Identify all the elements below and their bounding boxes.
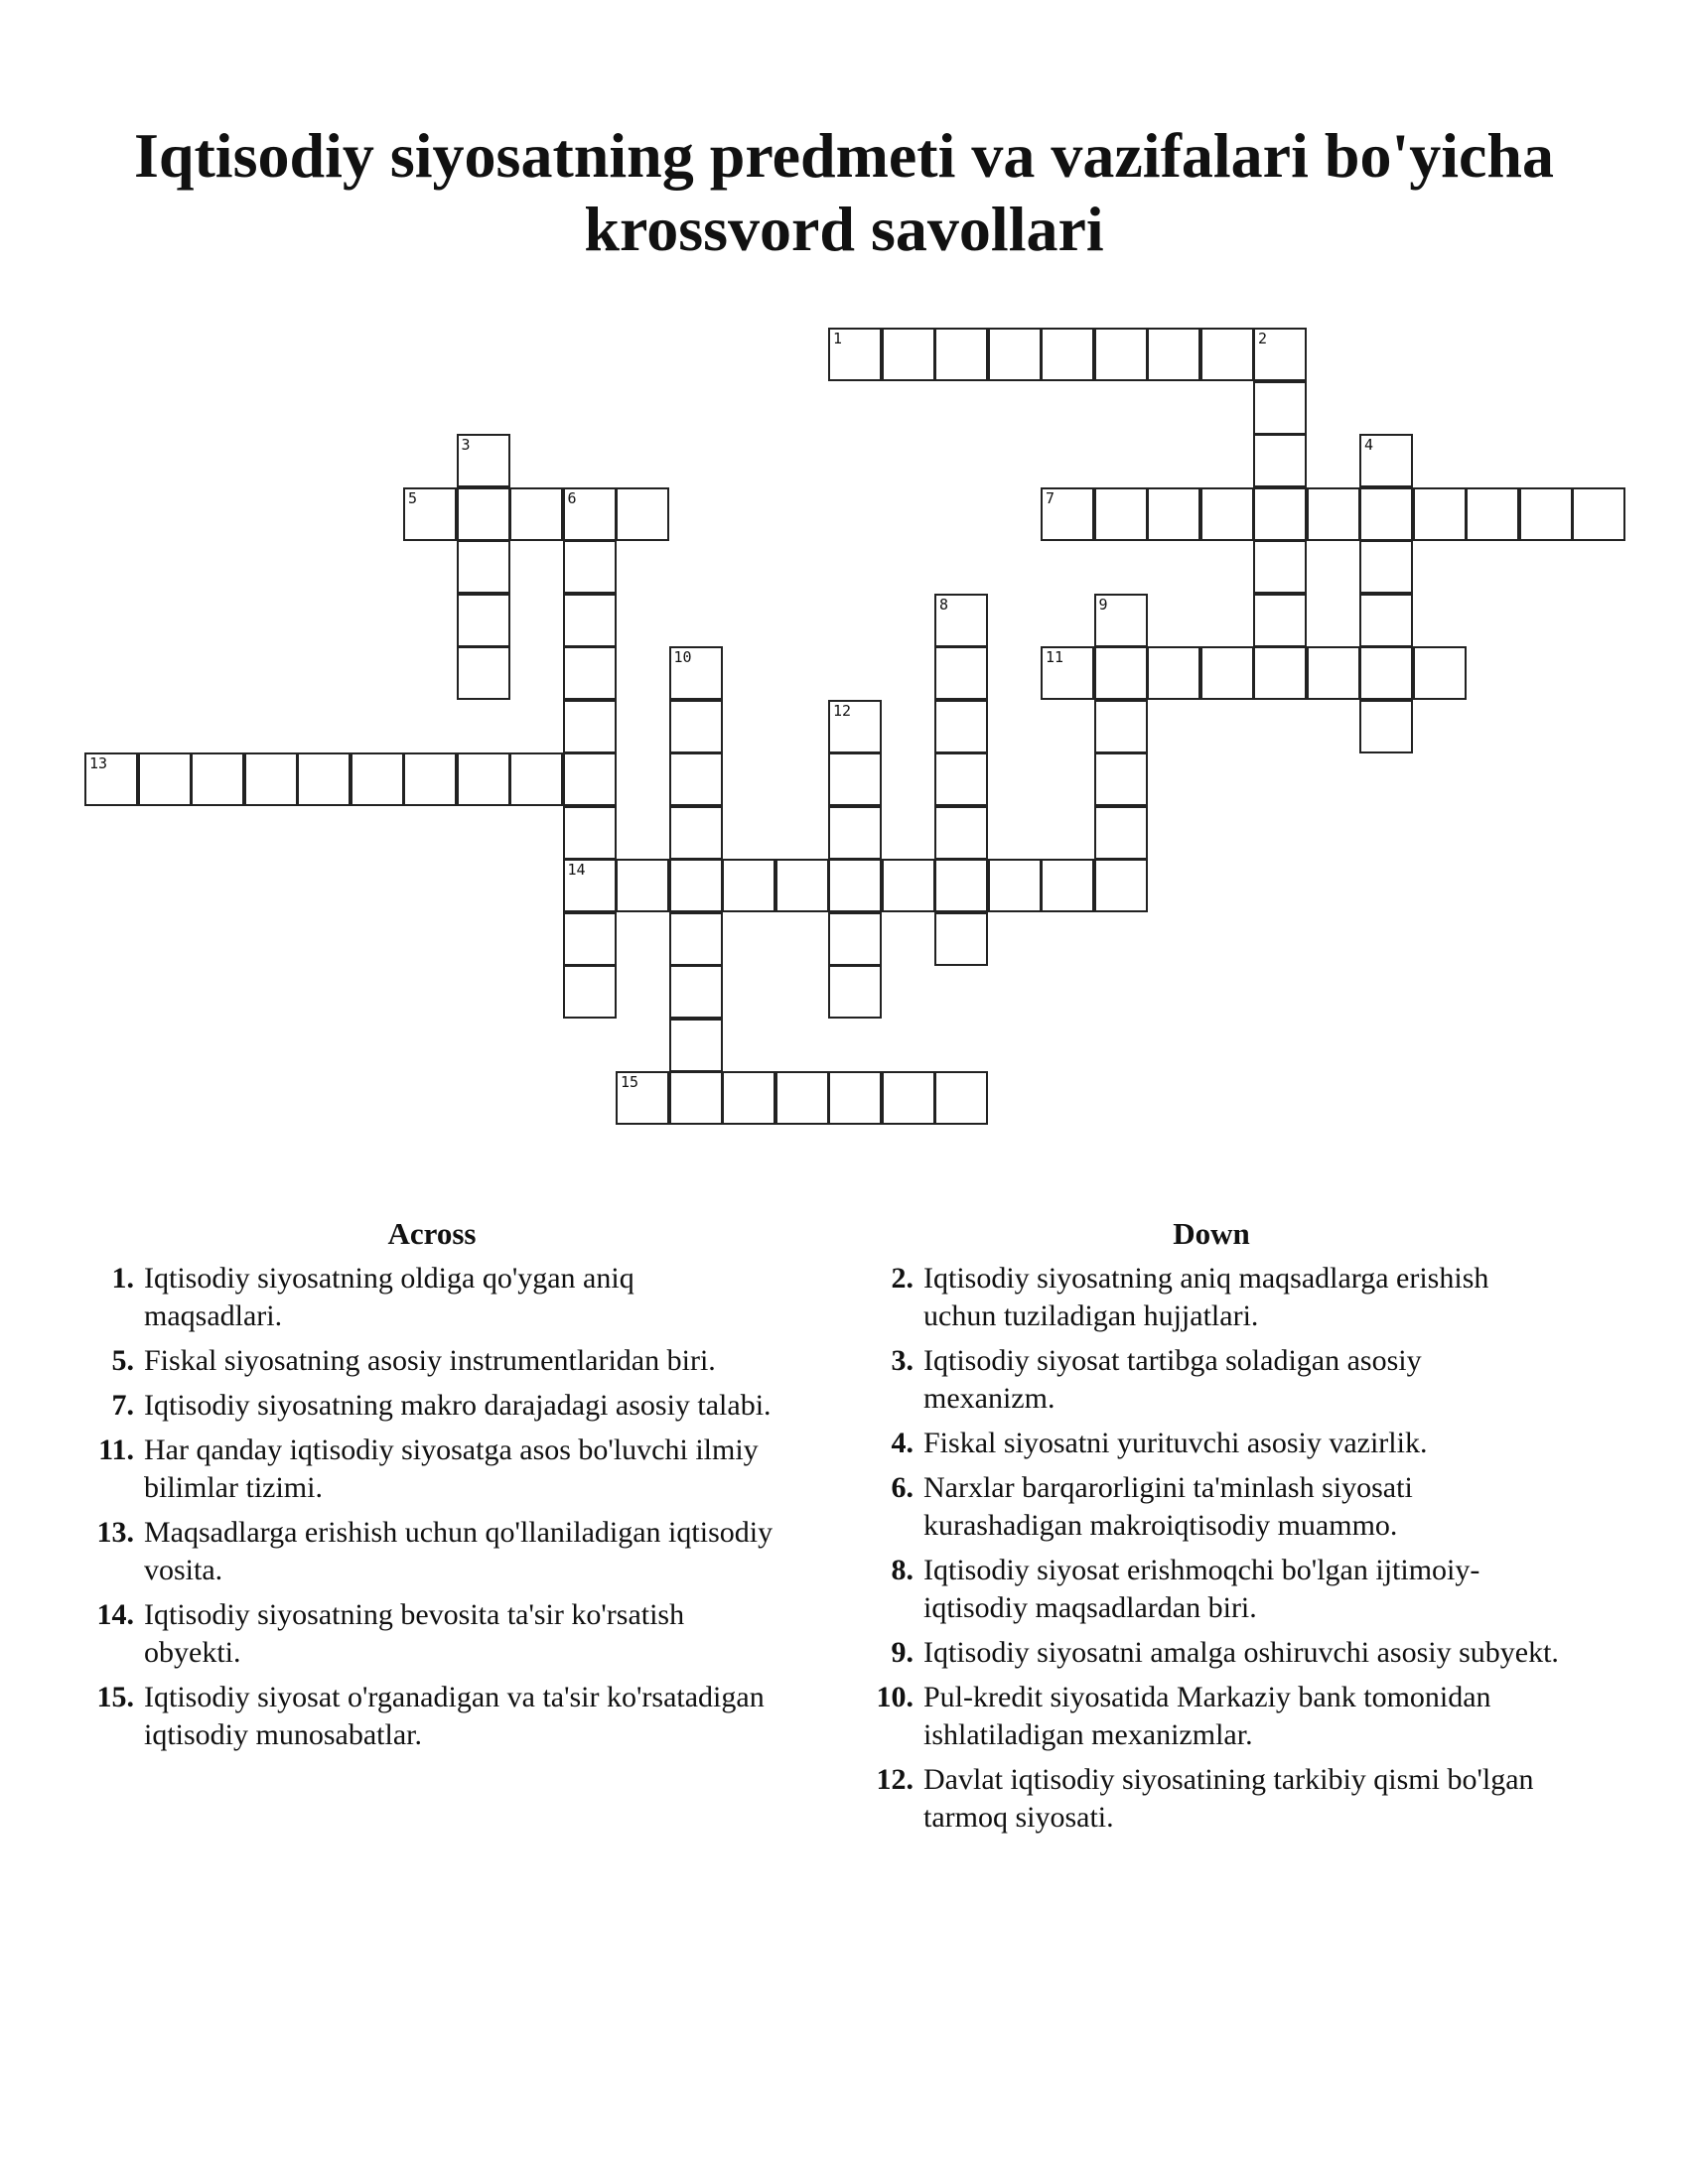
crossword-cell[interactable] — [934, 752, 988, 806]
clue-text: Davlat iqtisodiy siyosatining tarkibiy qismi bo'lgan tarmoq siyosati. — [923, 1763, 1534, 1834]
crossword-cell[interactable] — [775, 859, 829, 912]
clue-text: Iqtisodiy siyosat tartibga soladigan asosiy mexanizm. — [923, 1344, 1422, 1415]
crossword-cell[interactable] — [509, 752, 563, 806]
clue-item — [864, 1552, 1559, 1627]
across-clue-list — [84, 1260, 779, 1754]
crossword-cell[interactable] — [84, 752, 138, 806]
crossword-cell[interactable] — [1094, 700, 1148, 753]
clue-text: Pul-kredit siyosatida Markaziy bank tomonidan ishlatiladigan mexanizmlar. — [923, 1681, 1491, 1751]
crossword-cell[interactable] — [403, 487, 457, 541]
crossword-cell[interactable] — [457, 752, 510, 806]
crossword-cell[interactable] — [563, 912, 617, 966]
clue-number: 4. — [891, 1427, 914, 1459]
clue-item — [864, 1679, 1559, 1754]
down-heading: Down — [1173, 1216, 1250, 1251]
clue-text: Har qanday iqtisodiy siyosatga asos bo'luvchi ilmiy bilimlar tizimi. — [144, 1433, 759, 1504]
crossword-cell[interactable] — [988, 859, 1042, 912]
crossword-cell[interactable] — [563, 859, 617, 912]
cell-number: 14 — [567, 861, 586, 879]
crossword-cell[interactable] — [828, 806, 882, 860]
clue-number: 2. — [891, 1262, 914, 1295]
clue-item — [84, 1342, 779, 1380]
clue-text: Iqtisodiy siyosatning aniq maqsadlarga erishish uchun tuziladigan hujjatlari. — [923, 1262, 1489, 1332]
crossword-cell[interactable] — [563, 752, 617, 806]
clue-number: 12. — [876, 1763, 914, 1796]
crossword-cell[interactable] — [1253, 381, 1307, 435]
cell-number: 3 — [461, 436, 471, 454]
clue-item — [84, 1387, 779, 1425]
clue-item — [864, 1260, 1559, 1335]
crossword-cell[interactable] — [1094, 806, 1148, 860]
crossword-cell[interactable] — [1094, 328, 1148, 381]
crossword-cell[interactable] — [1094, 487, 1148, 541]
crossword-cell[interactable] — [669, 1019, 723, 1072]
crossword-cell[interactable] — [882, 328, 935, 381]
clue-number: 15. — [96, 1681, 134, 1713]
crossword-cell[interactable] — [563, 700, 617, 753]
crossword-cell[interactable] — [934, 700, 988, 753]
crossword-cell[interactable] — [669, 646, 723, 700]
cell-number: 1 — [833, 330, 843, 347]
crossword-cell[interactable] — [669, 806, 723, 860]
clue-item — [864, 1425, 1559, 1462]
crossword-cell[interactable] — [828, 859, 882, 912]
across-heading: Across — [387, 1216, 477, 1251]
crossword-cell[interactable] — [1200, 328, 1254, 381]
clue-number: 6. — [891, 1471, 914, 1504]
cell-number: 13 — [89, 754, 108, 772]
clue-text: Iqtisodiy siyosat erishmoqchi bo'lgan ijtimoiy-iqtisodiy maqsadlardan biri. — [923, 1554, 1480, 1624]
clue-item — [864, 1342, 1559, 1418]
crossword-cell[interactable] — [457, 487, 510, 541]
crossword-cell[interactable] — [722, 1071, 775, 1125]
crossword-cell[interactable] — [934, 594, 988, 647]
crossword-cell[interactable] — [403, 752, 457, 806]
crossword-cell[interactable] — [1041, 328, 1094, 381]
cell-number: 2 — [1258, 330, 1268, 347]
crossword-cell[interactable] — [563, 806, 617, 860]
crossword-cell[interactable] — [1359, 434, 1413, 487]
crossword-cell[interactable] — [669, 1071, 723, 1125]
crossword-cell[interactable] — [1094, 859, 1148, 912]
crossword-cell[interactable] — [1307, 487, 1360, 541]
clue-item — [84, 1432, 779, 1507]
clue-item — [84, 1514, 779, 1589]
crossword-cell[interactable] — [1413, 646, 1467, 700]
crossword-cell[interactable] — [1359, 540, 1413, 594]
crossword-cell[interactable] — [191, 752, 244, 806]
crossword-cell[interactable] — [457, 540, 510, 594]
clue-text: Narxlar barqarorligini ta'minlash siyosati kurashadigan makroiqtisodiy muammo. — [923, 1471, 1413, 1542]
cell-number: 5 — [408, 488, 418, 507]
clue-text: Iqtisodiy siyosatning oldiga qo'ygan aniq maqsadlari. — [144, 1262, 634, 1332]
clue-number: 7. — [111, 1389, 134, 1422]
crossword-cell[interactable] — [563, 965, 617, 1019]
clue-text: Iqtisodiy siyosatning bevosita ta'sir ko'rsatish obyekti. — [144, 1598, 685, 1669]
crossword-cell[interactable] — [934, 912, 988, 966]
cell-number: 15 — [621, 1073, 639, 1091]
crossword-cell[interactable] — [1094, 752, 1148, 806]
clue-item — [864, 1634, 1559, 1672]
clue-number: 11. — [98, 1433, 134, 1466]
clue-text: Fiskal siyosatning asosiy instrumentlaridan biri. — [144, 1344, 716, 1377]
crossword-cell[interactable] — [828, 1071, 882, 1125]
crossword-cell[interactable] — [669, 752, 723, 806]
clue-item — [864, 1469, 1559, 1545]
crossword-cell[interactable] — [934, 859, 988, 912]
crossword-cell[interactable] — [297, 752, 351, 806]
crossword-cell[interactable] — [1253, 487, 1307, 541]
crossword-cell[interactable] — [1147, 328, 1200, 381]
crossword-cell[interactable] — [563, 594, 617, 647]
clue-number: 10. — [876, 1681, 914, 1713]
crossword-cell[interactable] — [1200, 487, 1254, 541]
clue-item — [84, 1260, 779, 1335]
crossword-cell[interactable] — [1147, 487, 1200, 541]
crossword-cell[interactable] — [1519, 487, 1573, 541]
clue-number: 14. — [96, 1598, 134, 1631]
crossword-cell[interactable] — [1147, 646, 1200, 700]
crossword-cell[interactable] — [828, 700, 882, 753]
crossword-cell[interactable] — [563, 646, 617, 700]
crossword-cell[interactable] — [828, 752, 882, 806]
crossword-cell[interactable] — [1359, 646, 1413, 700]
crossword-cell[interactable] — [669, 700, 723, 753]
crossword-cell[interactable] — [1253, 594, 1307, 647]
clue-text: Maqsadlarga erishish uchun qo'llaniladigan iqtisodiy vosita. — [144, 1516, 774, 1586]
crossword-cell[interactable] — [509, 487, 563, 541]
clue-item — [84, 1679, 779, 1754]
crossword-cell[interactable] — [616, 1071, 669, 1125]
crossword-cell[interactable] — [1253, 434, 1307, 487]
crossword-cell[interactable] — [1094, 646, 1148, 700]
crossword-cell[interactable] — [563, 487, 617, 541]
crossword-cell[interactable] — [1200, 646, 1254, 700]
across-clues — [84, 1216, 779, 1761]
crossword-cell[interactable] — [934, 1071, 988, 1125]
cell-number: 6 — [567, 488, 577, 507]
clue-item — [84, 1596, 779, 1672]
clue-item — [864, 1761, 1559, 1837]
crossword-cell[interactable] — [934, 646, 988, 700]
crossword-cell[interactable] — [1359, 700, 1413, 753]
crossword-cell[interactable] — [669, 912, 723, 966]
clue-text: Iqtisodiy siyosatni amalga oshiruvchi asosiy subyekt. — [923, 1636, 1559, 1669]
crossword-cell[interactable] — [1041, 487, 1094, 541]
crossword-cell[interactable] — [882, 1071, 935, 1125]
clue-number: 3. — [891, 1344, 914, 1377]
crossword-cell[interactable] — [457, 434, 510, 487]
crossword-cell[interactable] — [988, 328, 1042, 381]
crossword-cell[interactable] — [563, 540, 617, 594]
crossword-cell[interactable] — [828, 912, 882, 966]
clue-number: 8. — [891, 1554, 914, 1586]
clue-text: Iqtisodiy siyosat o'rganadigan va ta'sir ko'rsatadigan iqtisodiy munosabatlar. — [144, 1681, 765, 1751]
page-title: Iqtisodiy siyosatning predmeti va vazifalari bo'yicha krossvord savollari — [133, 120, 1555, 264]
crossword-cell[interactable] — [669, 859, 723, 912]
crossword-cell[interactable] — [828, 965, 882, 1019]
crossword-cell[interactable] — [616, 859, 669, 912]
clue-number: 9. — [891, 1636, 914, 1669]
clue-number: 13. — [96, 1516, 134, 1549]
crossword-cell[interactable] — [1253, 328, 1307, 381]
crossword-cell[interactable] — [1253, 646, 1307, 700]
crossword-cell[interactable] — [775, 1071, 829, 1125]
cell-number: 10 — [673, 648, 692, 666]
crossword-cell[interactable] — [244, 752, 298, 806]
crossword-cell[interactable] — [1466, 487, 1519, 541]
cell-number: 9 — [1098, 595, 1108, 614]
clue-text: Iqtisodiy siyosatning makro darajadagi asosiy talabi. — [144, 1389, 772, 1422]
cell-number: 12 — [833, 701, 852, 720]
crossword-cell[interactable] — [934, 328, 988, 381]
crossword-cell[interactable] — [1253, 540, 1307, 594]
crossword-cell[interactable] — [1041, 859, 1094, 912]
cell-number: 7 — [1046, 488, 1055, 507]
crossword-cell[interactable] — [1359, 487, 1413, 541]
crossword-cell[interactable] — [828, 328, 882, 381]
crossword-cell[interactable] — [722, 859, 775, 912]
clue-number: 1. — [111, 1262, 134, 1295]
crossword-cell[interactable] — [616, 487, 669, 541]
cell-number: 8 — [939, 595, 949, 614]
down-clue-list — [864, 1260, 1559, 1837]
crossword-cell[interactable] — [1041, 646, 1094, 700]
crossword-cell[interactable] — [669, 965, 723, 1019]
crossword-cell[interactable] — [1359, 594, 1413, 647]
clue-text: Fiskal siyosatni yurituvchi asosiy vazirlik. — [923, 1427, 1428, 1459]
crossword-cell[interactable] — [457, 646, 510, 700]
crossword-cell[interactable] — [1413, 487, 1467, 541]
cell-number: 4 — [1364, 436, 1374, 454]
down-clues — [864, 1216, 1559, 1843]
crossword-cell[interactable] — [882, 859, 935, 912]
crossword-cell[interactable] — [1307, 646, 1360, 700]
crossword-cell[interactable] — [457, 594, 510, 647]
cell-number: 11 — [1046, 648, 1064, 666]
crossword-cell[interactable] — [138, 752, 192, 806]
clue-number: 5. — [111, 1344, 134, 1377]
crossword-cell[interactable] — [1094, 594, 1148, 647]
crossword-cell[interactable] — [351, 752, 404, 806]
crossword-cell[interactable] — [934, 806, 988, 860]
crossword-cell[interactable] — [1572, 487, 1625, 541]
